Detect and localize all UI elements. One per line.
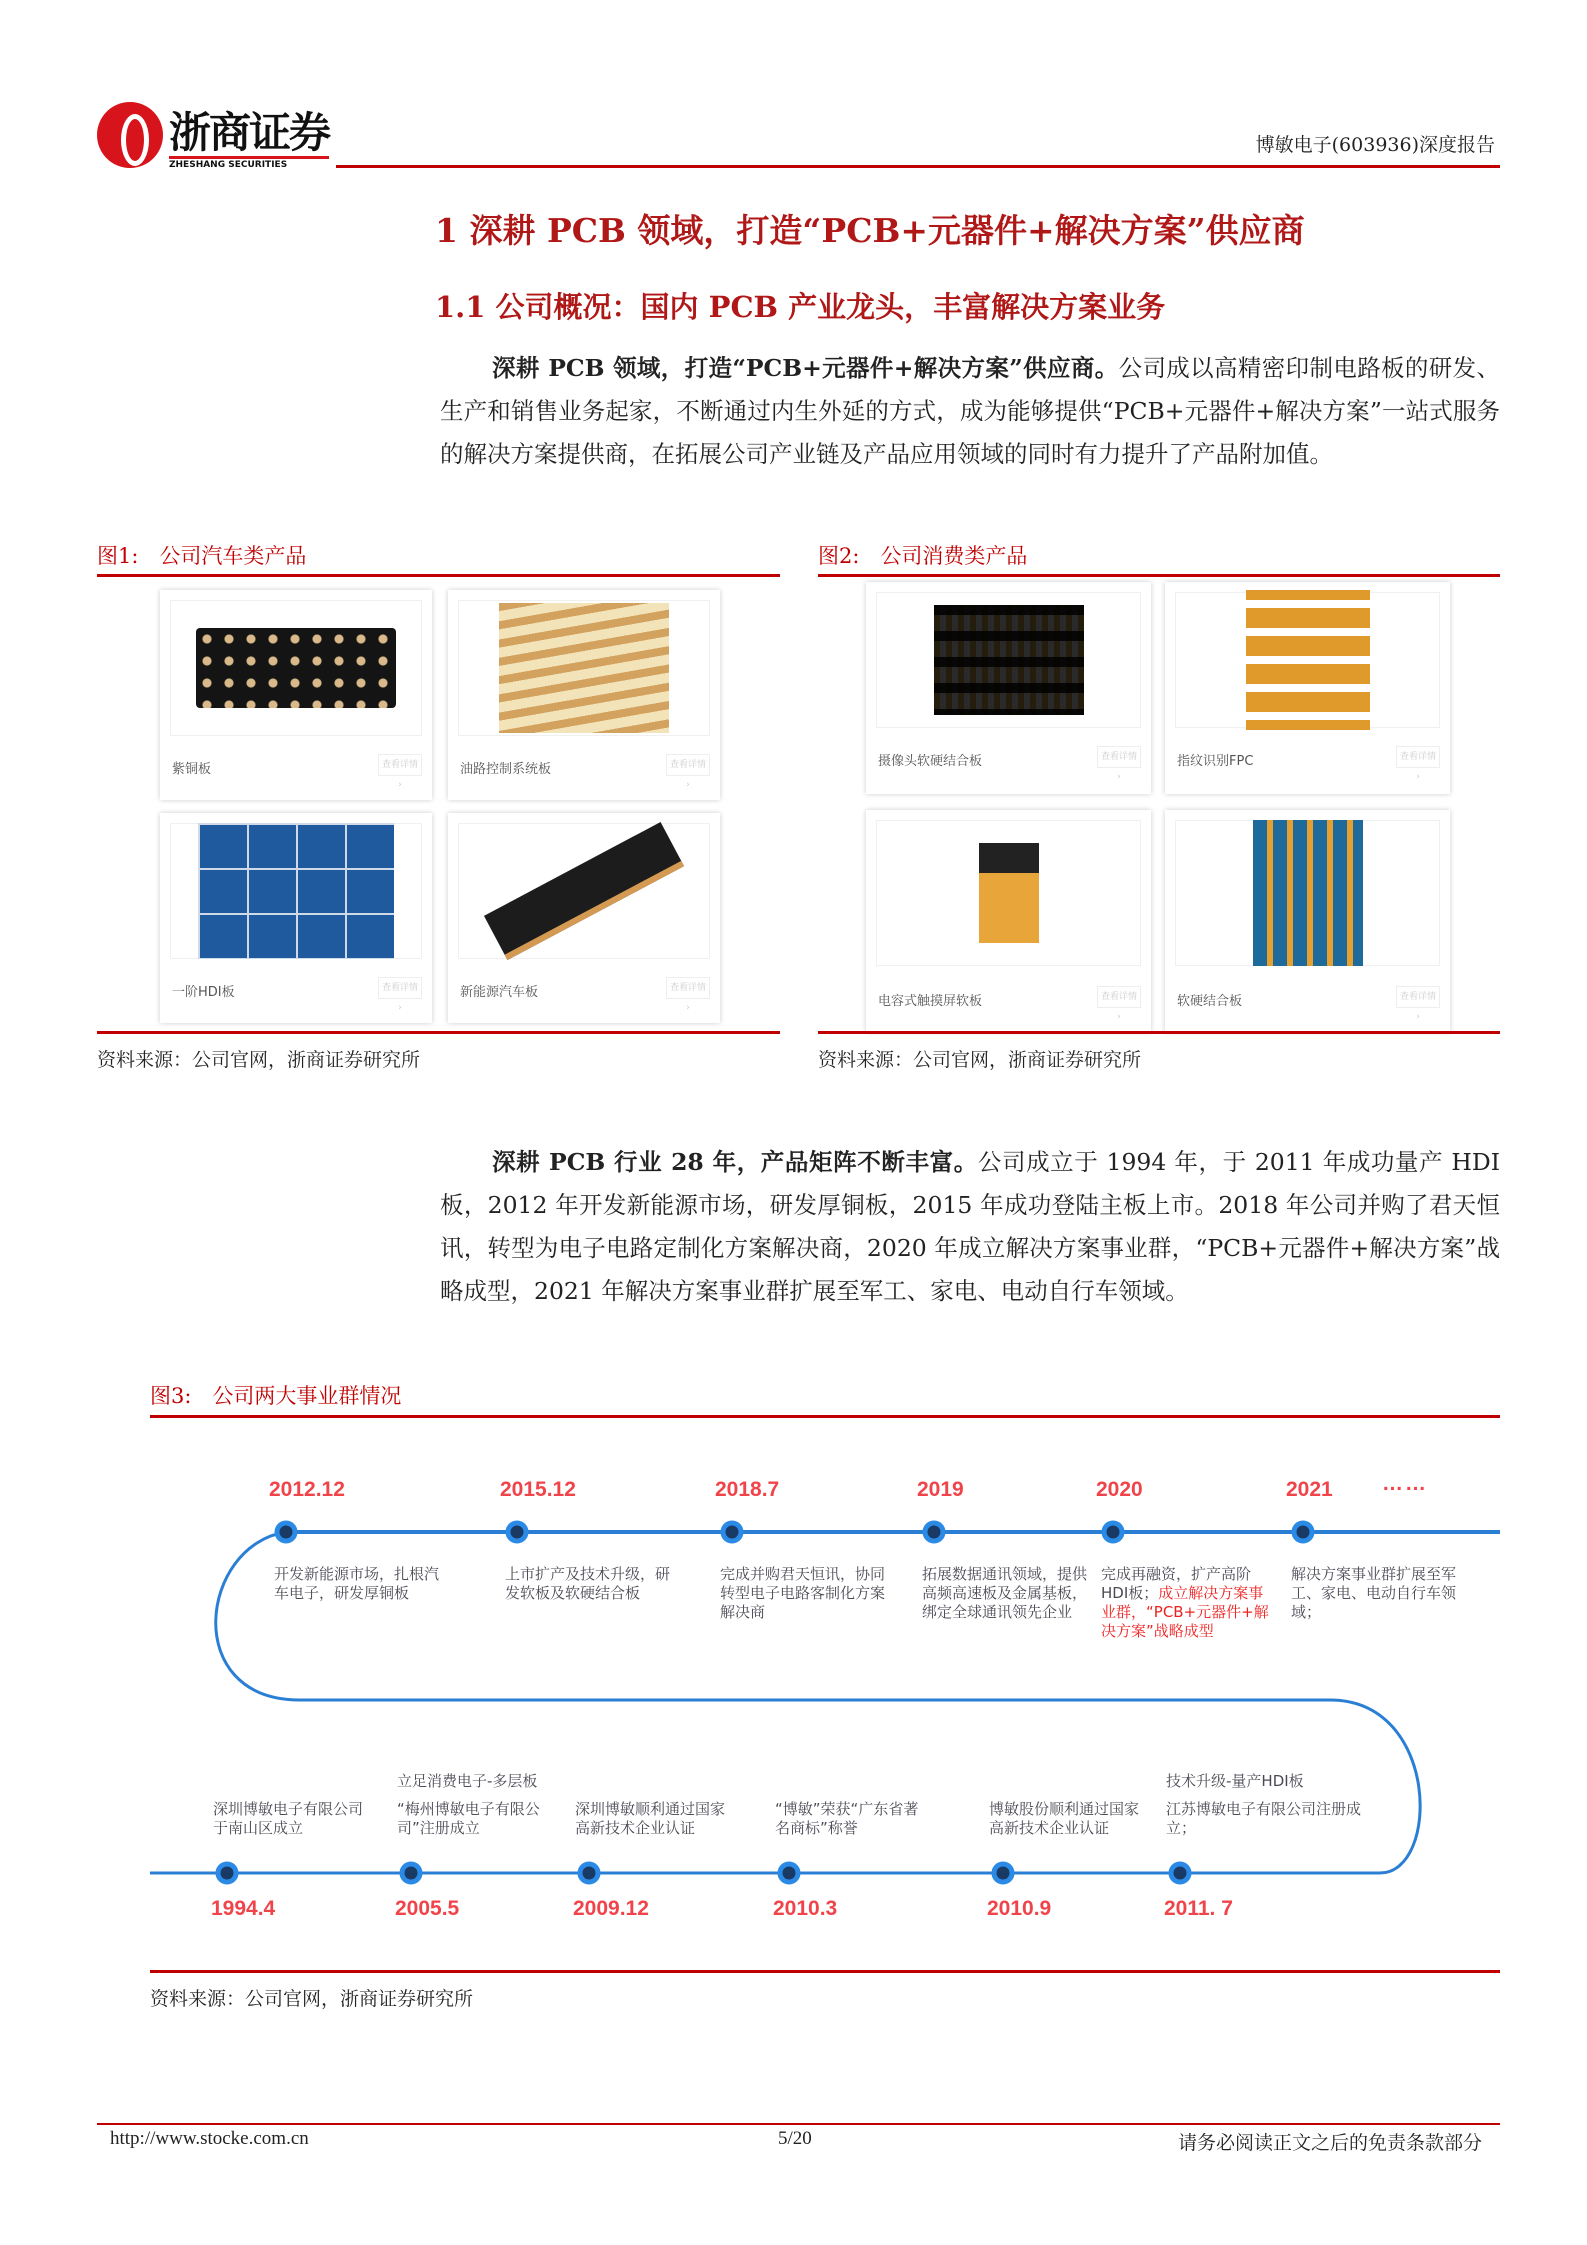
timeline-node — [1104, 1523, 1122, 1541]
timeline-date: 2021 — [1286, 1478, 1333, 1501]
timeline-node — [277, 1523, 295, 1541]
event-text: 上市扩产及技术升级，研发软板及软硬结合板 — [505, 1565, 671, 1602]
timeline-node — [580, 1864, 598, 1882]
timeline-date: 2019 — [917, 1478, 964, 1501]
timeline-node — [925, 1523, 943, 1541]
view-details-button[interactable]: 查看详情 › — [666, 977, 710, 999]
timeline-event — [720, 1565, 895, 1622]
page-number: 5/20 — [778, 2128, 812, 2149]
paragraph-2-lead: 深耕 PCB 行业 28 年，产品矩阵不断丰富。 — [492, 1148, 978, 1176]
timeline-node — [508, 1523, 526, 1541]
timeline-heading: 技术升级-量产HDI板 — [1166, 1772, 1304, 1790]
footer-disclaimer: 请务必阅读正文之后的免责条款部分 — [1177, 2132, 1482, 2154]
fig3-title: 图3: 公司两大事业群情况 — [150, 1384, 402, 1408]
timeline-date: 2011. 7 — [1164, 1897, 1233, 1920]
view-details-button[interactable]: 查看详情 › — [1396, 746, 1440, 768]
paragraph-2-text: 公司成立于 1994 年，于 2011 年成功量产 HDI 板，2012 年开发新能源市场，研发厚铜板，2015 年成功登陆主板上市。2018 年公司并购了君天恒讯，转型为电子电路定制化方案解决商，2020 年成立解决方案事业群，“PCB+元器件+解决方案”战略成型，2021 年解决方案事业群扩展至军工、家电、电动自行车领域。 — [440, 1148, 1500, 1305]
timeline-date: 2018.7 — [715, 1478, 780, 1501]
paragraph-1-text: 公司成以高精密印制电路板的研发、生产和销售业务起家，不断通过内生外延的方式，成为能够提供“PCB+元器件+解决方案”一站式服务的解决方案提供商，在拓展公司产业链及产品应用领域的同时有力提升了产品附加值。 — [440, 354, 1500, 468]
card-label: 紫铜板 — [172, 762, 212, 777]
card-label: 摄像头软硬结合板 — [878, 754, 983, 769]
timeline-event — [1101, 1565, 1276, 1641]
timeline-event — [1291, 1565, 1466, 1622]
view-details-button[interactable]: 查看详情 › — [378, 754, 422, 776]
timeline-event: “博敏”荣获“广东省著名商标”称誉 — [775, 1800, 919, 1837]
timeline-event — [505, 1565, 680, 1603]
timeline-node — [994, 1864, 1012, 1882]
timeline-event: 江苏博敏电子有限公司注册成立； — [1166, 1800, 1362, 1837]
event-text: 完成再融资，扩产高阶HDI板； — [1101, 1565, 1252, 1602]
event-text: 完成并购君天恒讯，协同转型电子电路客制化方案解决商 — [720, 1565, 886, 1621]
timeline-event — [922, 1565, 1097, 1622]
report-title: 博敏电子(603936)深度报告 — [1255, 134, 1495, 156]
card-label: 一阶HDI板 — [172, 985, 235, 1000]
card-label: 电容式触摸屏软板 — [878, 994, 983, 1009]
view-details-button[interactable]: 查看详情 › — [666, 754, 710, 776]
event-highlight: 成立解决方案事业群，“PCB+元器件+解决方案”战略成型 — [1101, 1584, 1269, 1640]
timeline-date: 2010.9 — [987, 1897, 1052, 1920]
timeline-date: 2020 — [1096, 1478, 1143, 1501]
timeline-heading: 立足消费电子-多层板 — [397, 1772, 538, 1790]
timeline-date: 2010.3 — [773, 1897, 838, 1920]
fig1-title: 图1: 公司汽车类产品 — [97, 544, 307, 568]
timeline-date: 2009.12 — [573, 1897, 649, 1920]
timeline-event: “梅州博敏电子有限公司”注册成立 — [397, 1800, 540, 1837]
logo-subtext: ZHESHANG SECURITIES — [169, 156, 329, 170]
timeline-event: 深圳博敏电子有限公司于南山区成立 — [213, 1800, 364, 1837]
timeline-date: 2012.12 — [269, 1478, 345, 1501]
timeline-date: 1994.4 — [211, 1897, 276, 1920]
view-details-button[interactable]: 查看详情 › — [1097, 986, 1141, 1008]
logo-text: 浙商证券 — [169, 108, 330, 157]
timeline-date: 2005.5 — [395, 1897, 460, 1920]
section-heading: 1 深耕 PCB 领域，打造“PCB+元器件+解决方案”供应商 — [435, 211, 1305, 250]
card-label: 指纹识别FPC — [1177, 754, 1254, 769]
timeline-event: 博敏股份顺利通过国家高新技术企业认证 — [989, 1800, 1140, 1837]
view-details-button[interactable]: 查看详情 › — [378, 977, 422, 999]
timeline-node — [780, 1864, 798, 1882]
paragraph-1-lead: 深耕 PCB 领域，打造“PCB+元器件+解决方案”供应商。 — [492, 354, 1119, 382]
fig3-bottom-rule — [150, 1970, 1500, 1973]
view-details-button[interactable]: 查看详情 › — [1396, 986, 1440, 1008]
event-text: 解决方案事业群扩展至军工、家电、电动自行车领域； — [1291, 1565, 1457, 1621]
fig3-source: 资料来源：公司官网，浙商证券研究所 — [150, 1988, 474, 2010]
timeline-event — [274, 1565, 449, 1603]
card-label: 新能源汽车板 — [460, 985, 539, 1000]
view-details-button[interactable]: 查看详情 › — [1097, 746, 1141, 768]
event-text: 拓展数据通讯领域，提供高频高速板及金属基板，绑定全球通讯领先企业 — [922, 1565, 1088, 1621]
timeline-node — [723, 1523, 741, 1541]
timeline-node — [1171, 1864, 1189, 1882]
event-text: 开发新能源市场，扎根汽车电子，研发厚铜板 — [274, 1565, 440, 1602]
timeline-event: 深圳博敏顺利通过国家高新技术企业认证 — [575, 1800, 726, 1837]
card-label: 油路控制系统板 — [460, 762, 552, 777]
fig1-source: 资料来源：公司官网，浙商证券研究所 — [97, 1049, 421, 1071]
timeline-node — [402, 1864, 420, 1882]
fig2-source: 资料来源：公司官网，浙商证券研究所 — [818, 1049, 1142, 1071]
timeline-ellipsis: …… — [1382, 1472, 1428, 1495]
timeline-date: 2015.12 — [500, 1478, 576, 1501]
footer-rule — [97, 2123, 1500, 2125]
timeline-node — [1294, 1523, 1312, 1541]
card-label: 软硬结合板 — [1177, 994, 1243, 1009]
subsection-heading: 1.1 公司概况：国内 PCB 产业龙头，丰富解决方案业务 — [435, 290, 1166, 324]
footer-url[interactable]: http://www.stocke.com.cn — [110, 2128, 309, 2149]
fig2-title: 图2: 公司消费类产品 — [818, 544, 1028, 568]
timeline-node — [218, 1864, 236, 1882]
